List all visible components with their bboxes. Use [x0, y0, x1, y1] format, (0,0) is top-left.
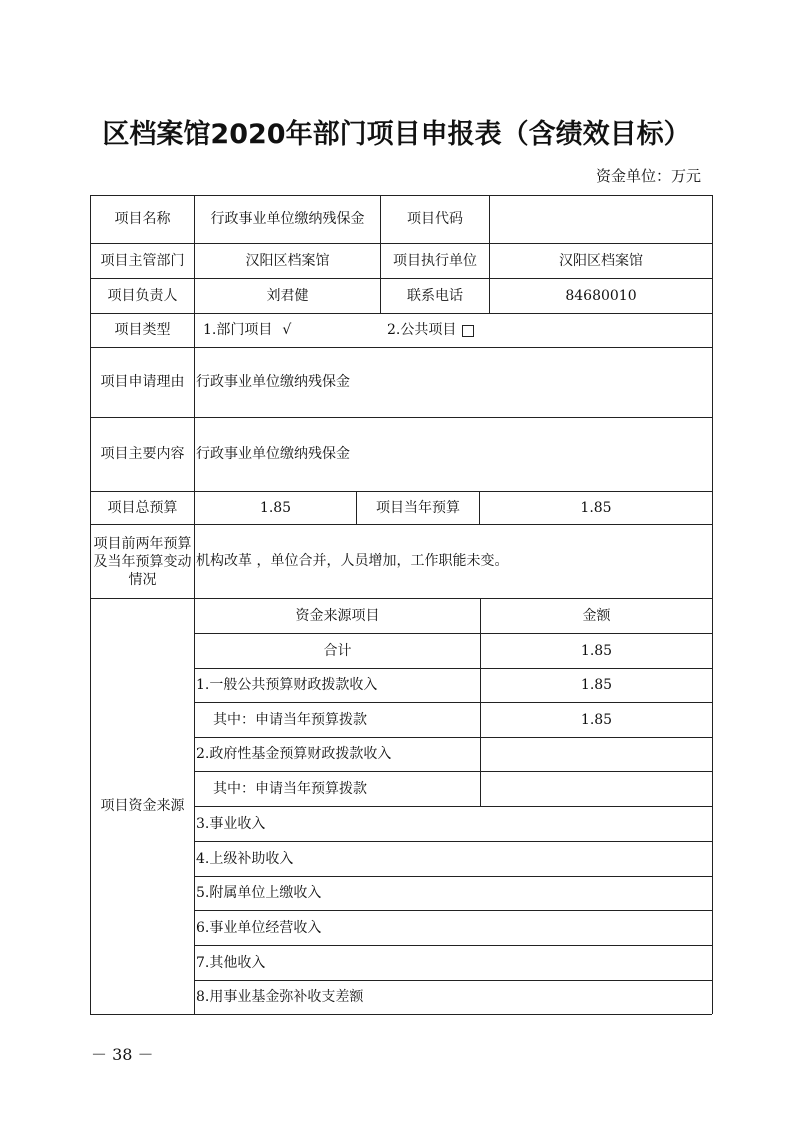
project-name-value: 行政事业单位缴纳残保金 — [210, 211, 365, 227]
funding-item-amount: 1.85 — [580, 711, 613, 728]
funding-item-amount — [481, 738, 712, 771]
funding-source-label: 项目资金来源 — [100, 798, 185, 814]
executing-unit-value: 汉阳区档案馆 — [559, 252, 643, 269]
project-leader-value: 刘君健 — [266, 287, 309, 304]
empty-checkbox-icon — [462, 325, 474, 337]
funding-item-name: 其中：申请当年预算拨款 — [213, 711, 367, 728]
funding-item-name: 3.事业收入 — [196, 815, 266, 832]
application-reason-value: 行政事业单位缴纳残保金 — [196, 374, 350, 390]
check-mark-icon: √ — [282, 322, 292, 338]
funding-item-name: 6.事业单位经营收入 — [196, 919, 322, 936]
phone-label: 联系电话 — [407, 287, 463, 304]
funding-header-amount: 金额 — [582, 607, 611, 624]
funding-item-name: 2.政府性基金预算财政拨款收入 — [196, 746, 392, 762]
funding-item-amount: 1.85 — [580, 677, 613, 693]
total-budget-value: 1.85 — [259, 499, 292, 516]
phone-value: 84680010 — [565, 287, 637, 304]
funding-item-name: 4.上级补助收入 — [196, 850, 294, 867]
project-code-label: 项目代码 — [407, 211, 463, 227]
funding-item-name: 8.用事业基金弥补收支差额 — [196, 989, 364, 1005]
funding-header-source: 资金来源项目 — [295, 607, 380, 624]
type-option-department — [195, 314, 375, 347]
type-option-department-label: 1.部门项目 — [203, 322, 273, 338]
funding-item-name: 1.一般公共预算财政拨款收入 — [196, 677, 378, 693]
main-content-value: 行政事业单位缴纳残保金 — [196, 446, 350, 462]
funding-item-name: 7.其他收入 — [196, 954, 266, 971]
executing-unit-label: 项目执行单位 — [393, 252, 477, 269]
page-number: － 38 － — [91, 1045, 154, 1064]
supervising-dept-value: 汉阳区档案馆 — [245, 252, 330, 269]
supervising-dept-label: 项目主管部门 — [100, 252, 185, 269]
application-reason-label: 项目申请理由 — [100, 374, 185, 390]
type-option-public — [384, 314, 584, 347]
total-budget-label: 项目总预算 — [107, 499, 178, 516]
funding-item-amount — [481, 772, 712, 806]
project-code-value — [490, 196, 712, 243]
budget-change-label: 项目前两年预算及当年预算变动情况 — [93, 535, 192, 588]
page-title: 区档案馆2020年部门项目申报表（含绩效目标） — [102, 119, 691, 150]
funding-item-name: 其中：申请当年预算拨款 — [213, 780, 367, 797]
funding-item-name: 5.附属单位上缴收入 — [196, 885, 322, 901]
funding-item-amount: 1.85 — [580, 642, 613, 659]
budget-change-value: 机构改革 ，单位合并，人员增加，工作职能未变。 — [196, 553, 509, 569]
project-type-label: 项目类型 — [114, 322, 171, 338]
annual-budget-value: 1.85 — [580, 499, 612, 516]
funding-item-name: 合计 — [323, 642, 352, 659]
currency-unit-note: 资金单位：万元 — [596, 167, 702, 185]
main-content-label: 项目主要内容 — [100, 446, 185, 462]
project-leader-label: 项目负责人 — [107, 287, 178, 304]
annual-budget-label: 项目当年预算 — [376, 499, 460, 516]
type-option-public-label: 2.公共项目 — [387, 322, 457, 338]
project-name-label: 项目名称 — [114, 211, 171, 227]
